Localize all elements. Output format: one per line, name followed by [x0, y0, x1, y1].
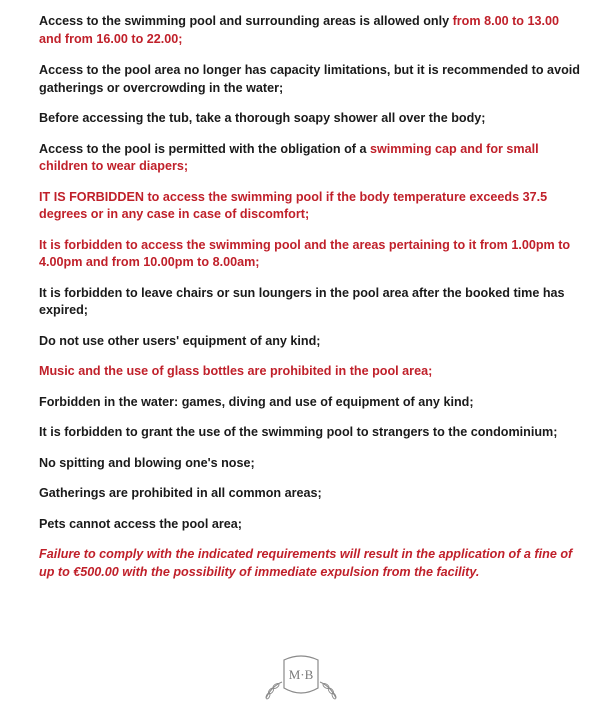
rule-text: It is forbidden to access the swimming pool and the areas pertaining to it from 1.00pm to 4.00pm and from 10.00pm to 8.00am; [39, 237, 571, 269]
rule-text-highlight: swimming cap and for small children to wear diapers; [39, 141, 539, 173]
penalty-notice [39, 546, 584, 581]
rule-text: Failure to comply with the indicated requirements will result in the application of a fine of up to €500.00 with the possibility of immediate expulsion from the facility. [39, 547, 573, 579]
rule-item [39, 333, 584, 351]
monogram-logo-icon [256, 652, 346, 700]
rule-text: IT IS FORBIDDEN to access the swimming pool if the body temperature exceeds 37.5 degrees or in any case in case of discomfort; [39, 189, 548, 221]
logo-text: M·B [288, 667, 314, 682]
rule-item [39, 363, 584, 381]
rule-item [39, 394, 584, 412]
pool-rules-list [39, 13, 584, 581]
rule-text: It is forbidden to leave chairs or sun loungers in the pool area after the booked time has expired; [39, 285, 565, 317]
rule-item [39, 189, 584, 224]
rule-text: Before accessing the tub, take a thorough soapy shower all over the body; [39, 111, 486, 125]
rule-item [39, 237, 584, 272]
rule-text: It is forbidden to grant the use of the swimming pool to strangers to the condominium; [39, 425, 558, 439]
rule-item [39, 485, 584, 503]
rule-text: Access to the pool is permitted with the obligation of a [39, 141, 370, 156]
rule-text: Gatherings are prohibited in all common areas; [39, 486, 322, 500]
rule-item [39, 424, 584, 442]
rule-text: Forbidden in the water: games, diving and use of equipment of any kind; [39, 394, 474, 409]
rule-item [39, 13, 584, 48]
rule-item [39, 141, 584, 176]
rule-item [39, 110, 584, 128]
rule-text: Music and the use of glass bottles are prohibited in the pool area; [39, 364, 433, 378]
rule-text: Do not use other users' equipment of any kind; [39, 333, 321, 348]
rule-text: Access to the swimming pool and surrounding areas is allowed only [39, 14, 453, 28]
rule-item [39, 455, 584, 473]
rule-text: Access to the pool area no longer has capacity limitations, but it is recommended to avoid gatherings or overcrowding in the water; [39, 63, 580, 95]
rule-text: Pets cannot access the pool area; [39, 516, 242, 531]
rule-text: No spitting and blowing one's nose; [39, 455, 255, 470]
rule-item [39, 516, 584, 534]
rule-item [39, 62, 584, 97]
rule-item [39, 285, 584, 320]
rule-text-highlight: from 8.00 to 13.00 and from 16.00 to 22.00; [39, 14, 559, 46]
